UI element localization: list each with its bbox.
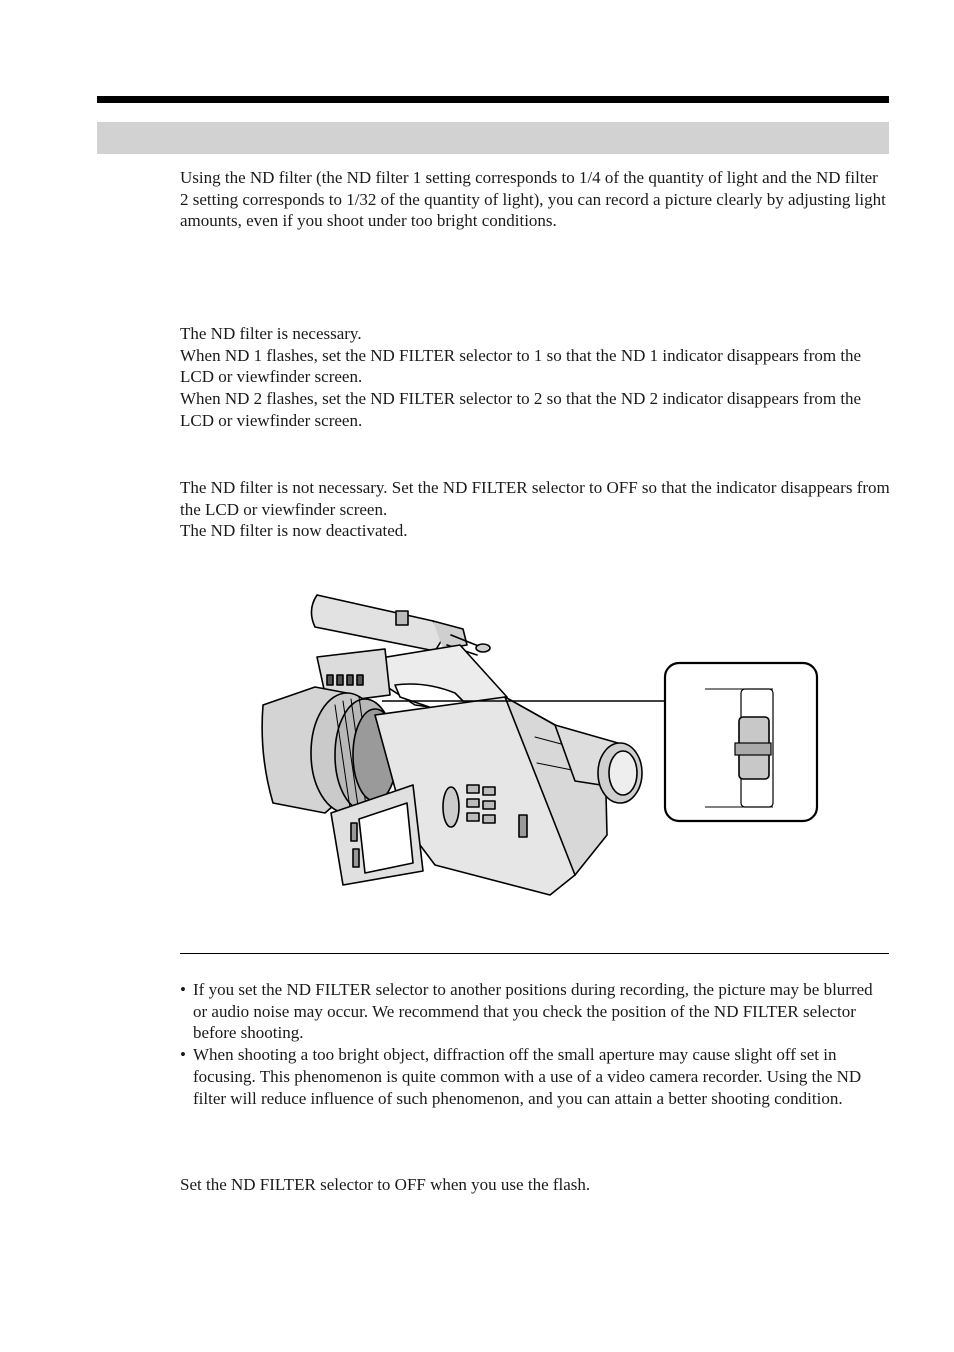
note-item-2: [180, 1044, 886, 1109]
top-rule: [97, 96, 889, 103]
nd2-instruction: When ND 2 flashes, set the ND FILTER selector to 2 so that the ND 2 indicator disappears from the LCD or viewfinder screen.: [180, 389, 862, 430]
note-item-text: When shooting a too bright object, diffraction off the small aperture may cause slight off set in focusing. This phenomenon is quite common with a use of a video camera recorder. Using the ND filter will reduce influence of such phenomenon, and you can attain a better shooting condition.: [193, 1045, 862, 1108]
intro-paragraph: [180, 167, 890, 232]
notes-list: [180, 979, 886, 1109]
nd-necessary-text: The ND filter is necessary.: [180, 324, 362, 343]
nd-not-necessary-text: The ND filter is not necessary. Set the ND FILTER selector to OFF so that the indicator disappears from the LCD or viewfinder screen.: [180, 478, 890, 519]
camcorder-illustration: [255, 585, 825, 900]
notes-divider: [180, 953, 889, 954]
nd-off-section: [180, 477, 890, 542]
intro-text: Using the ND filter (the ND filter 1 setting corresponds to 1/4 of the quantity of light and the ND filter 2 setting corresponds to 1/32 of the quantity of light), you can record a picture clearly by adjusting light amounts, even if you shoot under too bright conditions.: [180, 168, 886, 231]
flash-note-text: Set the ND FILTER selector to OFF when you use the flash.: [180, 1175, 591, 1194]
section-title-band: [97, 122, 889, 154]
bullet-marker: •: [180, 1045, 186, 1065]
nd-filter-selector-callout: [665, 663, 817, 821]
nd-deactivated-text: The ND filter is now deactivated.: [180, 521, 408, 541]
flash-note: [180, 1174, 890, 1196]
note-item-1: [180, 979, 886, 1044]
nd1-instruction: When ND 1 flashes, set the ND FILTER selector to 1 so that the ND 1 indicator disappears from the LCD or viewfinder screen.: [180, 345, 862, 387]
bullet-marker: •: [180, 980, 186, 999]
nd-flash-section: [180, 323, 890, 432]
note-item-text: If you set the ND FILTER selector to another positions during recording, the picture may be blurred or audio noise may occur. We recommend that you check the position of the ND FILTER selector before shooting.: [193, 980, 873, 1043]
